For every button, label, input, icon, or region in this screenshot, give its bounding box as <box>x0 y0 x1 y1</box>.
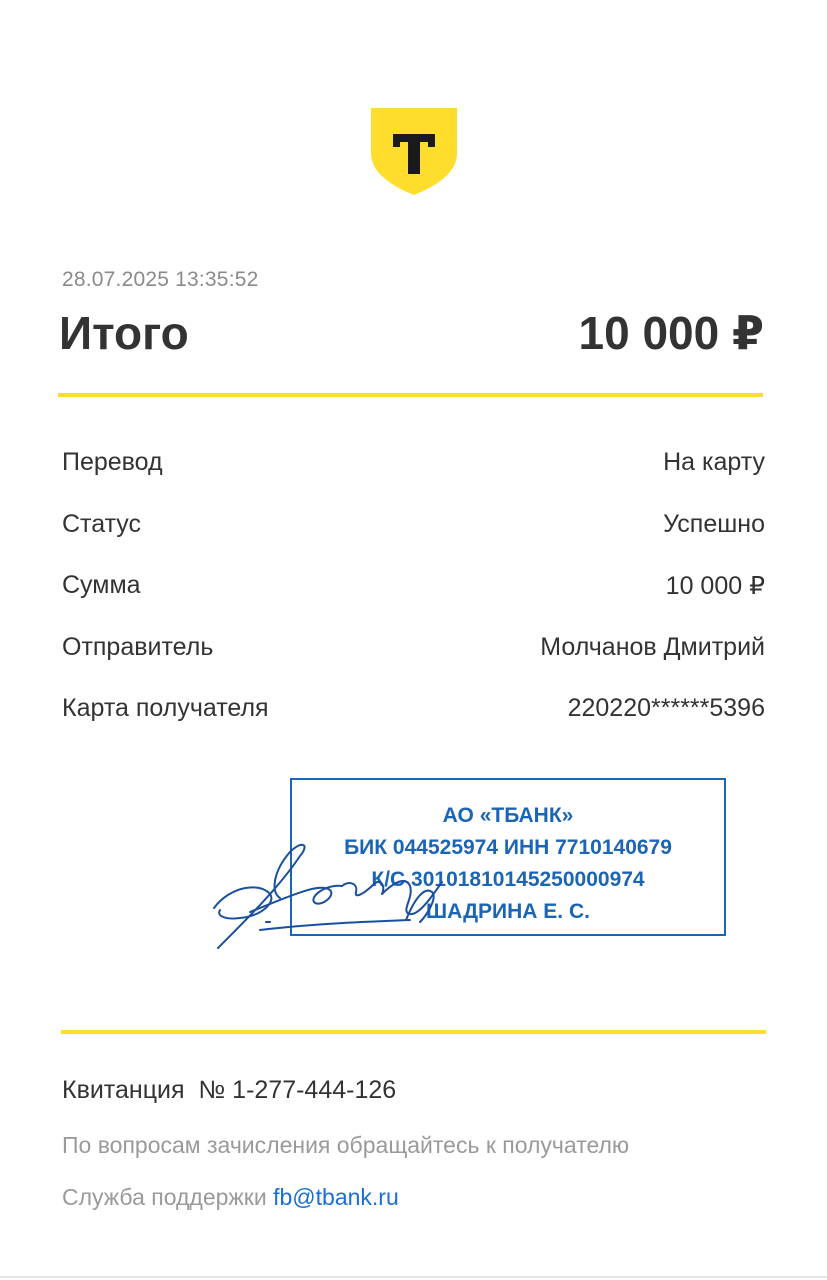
detail-label: Карта получателя <box>62 694 269 723</box>
support-line <box>62 1180 782 1214</box>
detail-row-transfer <box>62 432 765 494</box>
detail-label: Перевод <box>62 448 163 477</box>
receipt-footer <box>62 1072 782 1214</box>
bottom-divider <box>61 1030 766 1034</box>
detail-value: Успешно <box>663 509 765 538</box>
receipt-number: Квитанция № 1-277-444-126 <box>62 1076 397 1104</box>
transaction-datetime: 28.07.2025 13:35:52 <box>62 268 259 291</box>
detail-label: Статус <box>62 509 142 538</box>
detail-row-sender <box>62 617 765 679</box>
stamp-bank-name: АО «ТБАНК» <box>442 804 574 827</box>
stamp-signer-name: ШАДРИНА Е. С. <box>426 900 590 923</box>
detail-value: 220220******5396 <box>567 694 765 723</box>
page-bottom-edge <box>0 1276 827 1278</box>
detail-label: Сумма <box>62 571 141 600</box>
stamp-correspondent-account: К/С 30101810145250000974 <box>371 868 645 891</box>
detail-label: Отправитель <box>62 632 214 661</box>
total-label: Итого <box>59 307 189 359</box>
detail-value: На карту <box>663 448 765 477</box>
bank-stamp-area <box>210 776 730 956</box>
shield-logo-icon <box>371 108 457 196</box>
detail-row-status <box>62 494 765 556</box>
details-list <box>62 432 765 740</box>
total-amount: 10 000 ₽ <box>578 307 764 359</box>
detail-value: 10 000 ₽ <box>665 571 765 600</box>
support-label: Служба поддержки <box>62 1184 267 1210</box>
tbank-logo <box>371 108 457 196</box>
recipient-note: По вопросам зачисления обращайтесь к получателю <box>62 1132 630 1158</box>
detail-row-recipient-card <box>62 678 765 740</box>
handwritten-signature-icon <box>210 836 480 956</box>
detail-row-amount <box>62 555 765 617</box>
support-email-link[interactable]: fb@tbank.ru <box>273 1184 399 1210</box>
detail-value: Молчанов Дмитрий <box>540 632 765 661</box>
top-divider <box>58 393 763 397</box>
stamp-bik-inn: БИК 044525974 ИНН 7710140679 <box>344 836 672 859</box>
